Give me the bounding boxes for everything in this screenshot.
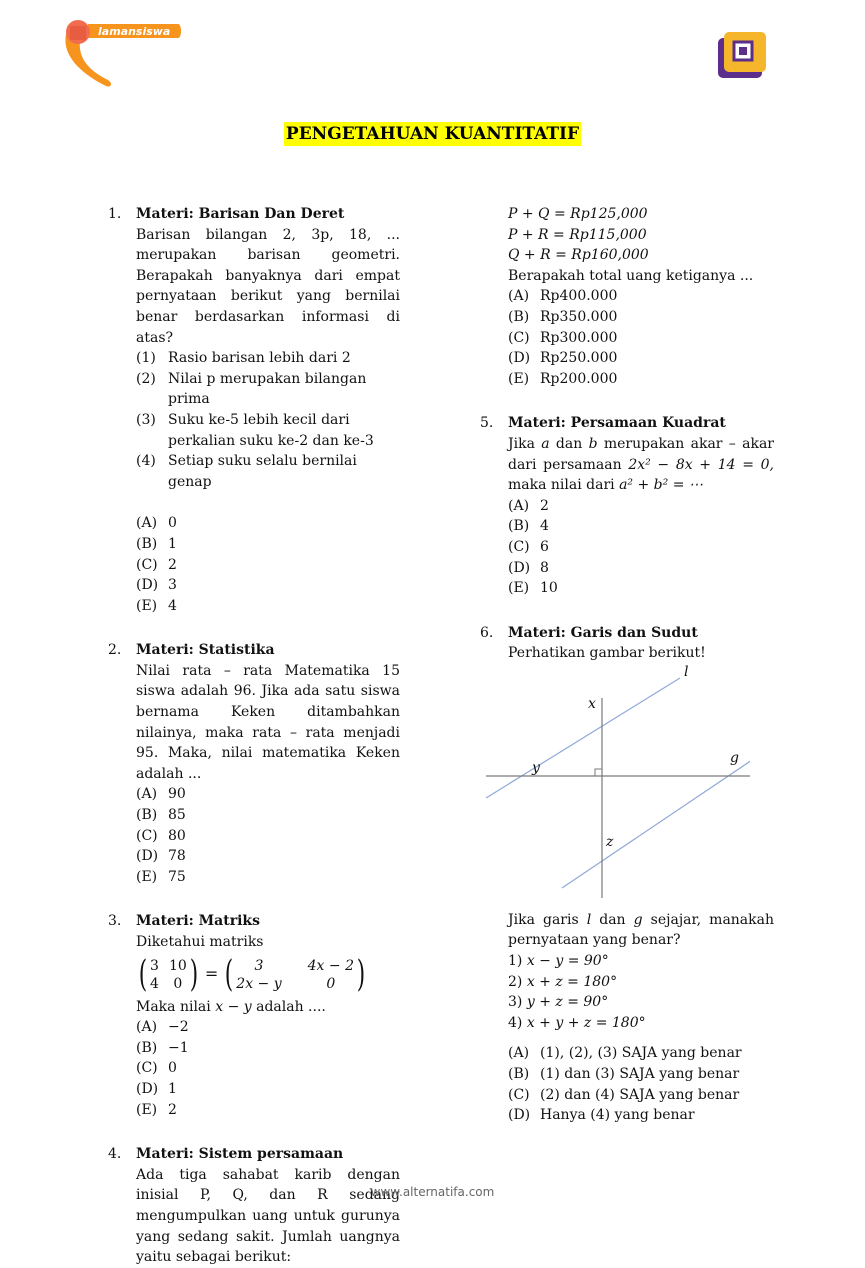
question-number: 4. <box>108 1146 122 1163</box>
answer-option[interactable]: (E) 2 <box>136 1101 177 1118</box>
left-column <box>108 204 400 1268</box>
answer-option[interactable]: (A) 2 <box>508 497 549 514</box>
statement: (4) Setiap suku selalu bernilai genap <box>136 453 357 490</box>
question-number: 6. <box>480 624 494 641</box>
answer-option[interactable]: (D) 8 <box>508 559 549 576</box>
matrix-left: ( 3 10 4 0 ) <box>138 953 199 995</box>
question-6 <box>480 623 774 1126</box>
answer-option[interactable]: (C) 0 <box>136 1060 177 1077</box>
question-intro: Diketahui matriks <box>136 934 264 950</box>
matrix-equation <box>136 955 400 995</box>
parallel-lines-figure <box>480 663 750 908</box>
statement: 2) x + z = 180° <box>508 973 618 990</box>
answer-option[interactable]: (A) 0 <box>136 515 177 532</box>
statement: (2) Nilai p merupakan bilangan prima <box>136 370 367 408</box>
right-angle-marker <box>595 769 602 776</box>
label-z: z <box>606 833 614 850</box>
question-number: 2. <box>108 642 122 659</box>
question-topic: Materi: Matriks <box>136 913 260 930</box>
corner-square-logo <box>712 28 770 82</box>
question-number: 1. <box>108 206 122 222</box>
answer-option[interactable]: (C) 6 <box>508 538 549 555</box>
question-5 <box>480 413 774 598</box>
answer-option[interactable]: (B) −1 <box>136 1039 189 1056</box>
question-text: Berapakah total uang ketiganya ... <box>508 267 754 284</box>
question-intro: Perhatikan gambar berikut! <box>508 645 706 662</box>
question-text: Jika garis l dan g sejajar, manakah pernyataan yang benar? <box>508 911 775 949</box>
answer-option[interactable]: (A) Rp400.000 <box>508 288 618 305</box>
answer-option[interactable]: (E) Rp200.000 <box>508 370 618 387</box>
question-topic: Materi: Garis dan Sudut <box>508 624 698 641</box>
statement: 3) y + z = 90° <box>508 994 609 1011</box>
answer-option[interactable]: (D) 78 <box>136 848 186 865</box>
figure-svg <box>480 668 750 908</box>
answer-option[interactable]: (D) Hanya (4) yang benar <box>508 1107 695 1124</box>
question-number: 5. <box>480 415 494 432</box>
question-topic: Materi: Statistika <box>136 642 275 659</box>
answer-option[interactable]: (C) 80 <box>136 827 186 844</box>
question-topic: Materi: Persamaan Kuadrat <box>508 415 726 432</box>
question-topic: Materi: Barisan Dan Deret <box>136 206 345 222</box>
question-number: 3. <box>108 913 122 930</box>
answer-option[interactable]: (C) (2) dan (4) SAJA yang benar <box>508 1086 740 1103</box>
answer-option[interactable]: (E) 75 <box>136 868 186 885</box>
statement: 1) x − y = 90° <box>508 953 609 970</box>
equation: P + Q = Rp125,000 <box>508 206 648 222</box>
statement: 4) x + y + z = 180° <box>508 1014 646 1031</box>
equals-sign: = <box>204 964 219 984</box>
question-4 <box>108 1144 400 1268</box>
answer-option[interactable]: (B) 1 <box>136 535 177 552</box>
footer-url[interactable]: www.alternatifa.com <box>370 1185 495 1199</box>
answer-option[interactable]: (A) (1), (2), (3) SAJA yang benar <box>508 1045 742 1062</box>
equation: P + R = Rp115,000 <box>508 226 647 243</box>
answer-option[interactable]: (E) 4 <box>136 597 177 614</box>
svg-text:lamansiswa: lamansiswa <box>98 25 171 38</box>
line-g <box>562 760 750 888</box>
question-3 <box>108 911 400 1120</box>
question-text: Ada tiga sahabat karib dengan inisial P, Q, dan R sedang mengumpulkan uang untuk gurunya yang sedang sakit. Jumlah uangnya yaitu sebagai berikut: <box>136 1166 400 1266</box>
question-text: Maka nilai x − y adalah .... <box>136 998 326 1015</box>
answer-option[interactable]: (B) Rp350.000 <box>508 308 618 325</box>
answer-option[interactable]: (D) 3 <box>136 577 177 594</box>
question-4-continued <box>480 204 774 389</box>
answer-option[interactable]: (A) 90 <box>136 786 186 803</box>
question-1 <box>108 204 400 616</box>
statement: (3) Suku ke-5 lebih kecil dari perkalian suku ke-2 dan ke-3 <box>136 411 374 449</box>
lamansiswa-logo <box>58 14 183 92</box>
answer-option[interactable]: (B) (1) dan (3) SAJA yang benar <box>508 1066 740 1083</box>
label-l: l <box>684 663 689 680</box>
equation: Q + R = Rp160,000 <box>508 247 649 264</box>
answer-option[interactable]: (B) 85 <box>136 807 186 824</box>
page-title: PENGETAHUAN KUANTITATIF <box>285 124 580 144</box>
answer-option[interactable]: (E) 10 <box>508 580 558 597</box>
label-y: y <box>532 759 540 776</box>
label-g: g <box>730 749 739 766</box>
right-column <box>480 204 774 1126</box>
answer-option[interactable]: (B) 4 <box>508 518 549 535</box>
question-topic: Materi: Sistem persamaan <box>136 1146 344 1163</box>
question-text: Jika a dan b merupakan akar – akar dari persamaan 2x² − 8x + 14 = 0, maka nilai dari a² + b² = ⋯ <box>508 435 774 494</box>
line-l <box>486 678 680 798</box>
statement: (1) Rasio barisan lebih dari 2 <box>136 350 351 367</box>
answer-option[interactable]: (D) 1 <box>136 1080 177 1097</box>
label-x: x <box>588 695 596 712</box>
question-text: Barisan bilangan 2, 3p, 18, ... merupakan barisan geometri. Berapakah banyaknya dari empat pernyataan berikut yang bernilai benar berdasarkan informasi di atas? <box>136 226 400 346</box>
answer-option[interactable]: (D) Rp250.000 <box>508 350 618 367</box>
answer-option[interactable]: (C) 2 <box>136 556 177 573</box>
question-2 <box>108 640 400 887</box>
matrix-right: ( 3 4x − 2 2x − y 0 ) <box>225 953 366 995</box>
answer-option[interactable]: (A) −2 <box>136 1019 189 1036</box>
answer-option[interactable]: (C) Rp300.000 <box>508 329 618 346</box>
question-text: Nilai rata – rata Matematika 15 siswa adalah 96. Jika ada satu siswa bernama Keken ditambahkan nilainya, maka rata – rata menjadi 95. Maka, nilai matematika Keken adalah ... <box>136 662 400 782</box>
